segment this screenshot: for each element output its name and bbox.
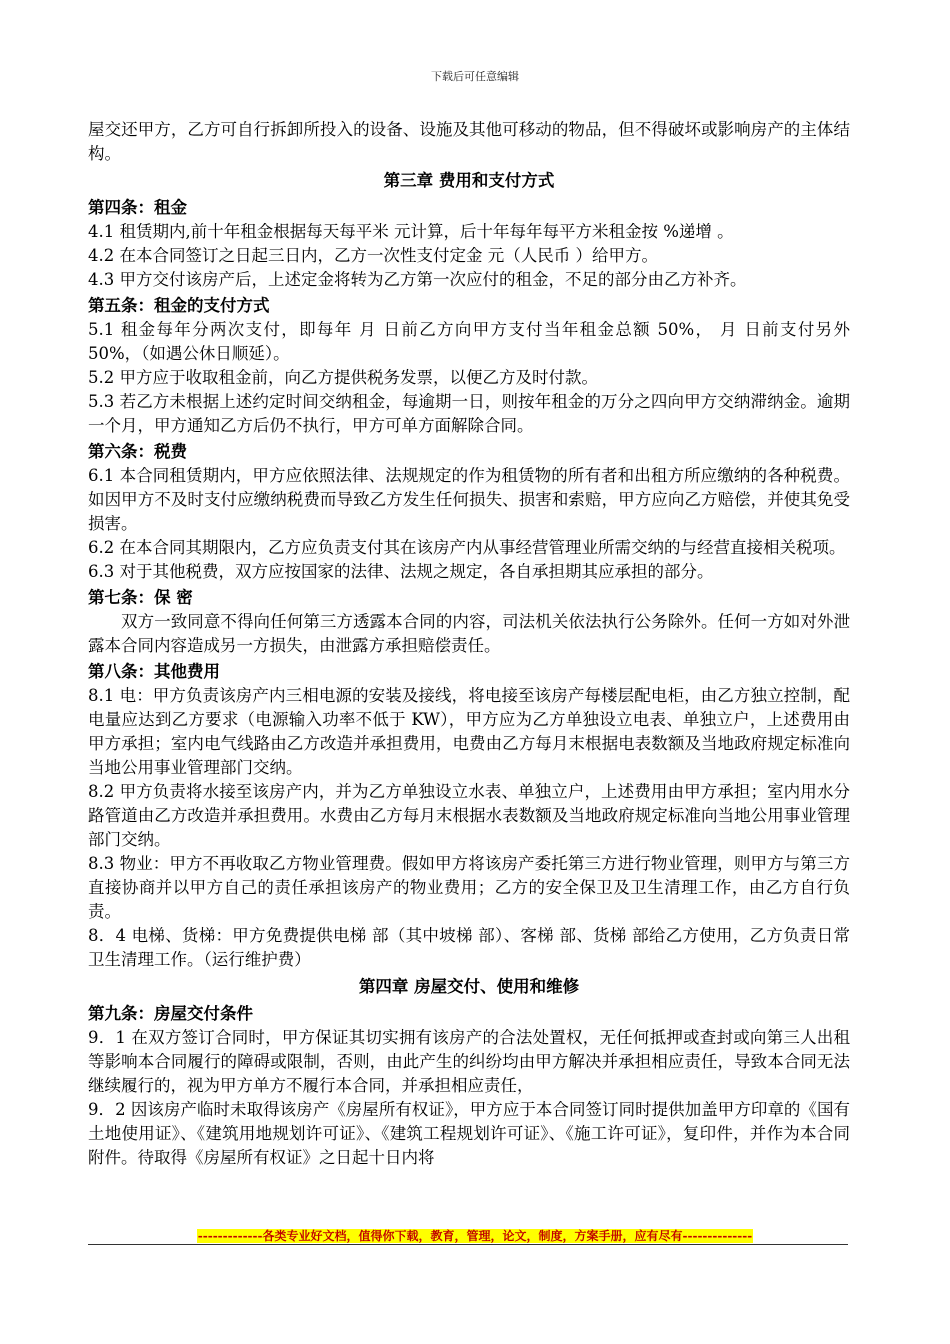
document-body [88, 118, 850, 1170]
chapter-heading: 第三章 费用和支付方式 [383, 171, 555, 190]
paragraph: 8.1 电：甲方负责该房产内三相电源的安装及接线，将电接至该房产每楼层配电柜，由乙方独立控制，配电量应达到乙方要求（电源输入功率不低于 KW），甲方应为乙方单独设立电表、单独立户，上述费用由甲方承担；室内电气线路由乙方改造并承担费用，电费由乙方每月末根据电表数额及当地政府规定标准向当地公用事业管理部门交纳。 [88, 686, 850, 777]
paragraph: 4.1 租赁期内,前十年租金根据每天每平米 元计算，后十年每年每平方米租金按 %递增 。 [88, 222, 734, 241]
paragraph: 6.1 本合同租赁期内，甲方应依照法律、法规规定的作为租赁物的所有者和出租方所应缴纳的各种税费。如因甲方不及时支付应缴纳税费而导致乙方发生任何损失、损害和索赔，甲方应向乙方赔偿，并使其免受损害。 [88, 466, 850, 533]
article-heading: 第六条：税费 [88, 442, 187, 461]
header-note: 下载后可任意编辑 [431, 70, 519, 83]
paragraph: 4.2 在本合同签订之日起三日内，乙方一次性支付定金 元（人民币 ）给甲方。 [88, 246, 658, 265]
footer-promo-note [0, 1227, 950, 1244]
footer-promo-text: -------------各类专业好文档，值得你下载，教育，管理，论文，制度，方案手册，应有尽有-------------- [197, 1229, 753, 1243]
footer-divider [88, 1244, 848, 1245]
paragraph: 5.2 甲方应于收取租金前，向乙方提供税务发票，以便乙方及时付款。 [88, 368, 598, 387]
article-heading: 第八条：其他费用 [88, 662, 220, 681]
paragraph: 5.1 租金每年分两次支付，即每年 月 日前乙方向甲方支付当年租金总额 50%， 月 日前支付另外 50%，（如遇公休日顺延）。 [88, 320, 850, 363]
paragraph: 双方一致同意不得向任何第三方透露本合同的内容，司法机关依法执行公务除外。任何一方如对外泄露本合同内容造成另一方损失，由泄露方承担赔偿责任。 [88, 612, 850, 655]
chapter-heading: 第四章 房屋交付、使用和维修 [358, 977, 580, 996]
paragraph: 5.3 若乙方未根据上述约定时间交纳租金，每逾期一日，则按年租金的万分之四向甲方交纳滞纳金。逾期一个月，甲方通知乙方后仍不执行，甲方可单方面解除合同。 [88, 392, 850, 435]
article-heading: 第九条：房屋交付条件 [88, 1004, 253, 1023]
paragraph: 4.3 甲方交付该房产后，上述定金将转为乙方第一次应付的租金，不足的部分由乙方补齐。 [88, 270, 747, 289]
paragraph: 屋交还甲方，乙方可自行拆卸所投入的设备、设施及其他可移动的物品，但不得破坏或影响房产的主体结构。 [88, 120, 850, 163]
paragraph: 9．1 在双方签订合同时，甲方保证其切实拥有该房产的合法处置权，无任何抵押或查封或向第三人出租等影响本合同履行的障碍或限制，否则，由此产生的纠纷均由甲方解决并承担相应责任，导致本合同无法继续履行的，视为甲方单方不履行本合同，并承担相应责任， [88, 1028, 850, 1095]
paragraph: 8．4 电梯、货梯：甲方免费提供电梯 部（其中坡梯 部）、客梯 部、货梯 部给乙方使用，乙方负责日常卫生清理工作。（运行维护费） [88, 926, 850, 969]
article-heading: 第七条：保 密 [88, 588, 193, 607]
paragraph: 8.2 甲方负责将水接至该房产内，并为乙方单独设立水表、单独立户，上述费用由甲方承担；室内用水分路管道由乙方改造并承担费用。水费由乙方每月末根据水表数额及当地政府规定标准向当地公用事业管理部门交纳。 [88, 782, 850, 849]
paragraph: 8.3 物业：甲方不再收取乙方物业管理费。假如甲方将该房产委托第三方进行物业管理，则甲方与第三方直接协商并以甲方自己的责任承担该房产的物业费用；乙方的安全保卫及卫生清理工作，由乙方自行负责。 [88, 854, 850, 921]
article-heading: 第四条：租金 [88, 198, 187, 217]
article-heading: 第五条：租金的支付方式 [88, 296, 270, 315]
paragraph: 6.2 在本合同其期限内，乙方应负责支付其在该房产内从事经营管理业所需交纳的与经营直接相关税项。 [88, 538, 846, 557]
paragraph: 9．2 因该房产临时未取得该房产《房屋所有权证》，甲方应于本合同签订同时提供加盖甲方印章的《国有土地使用证》、《建筑用地规划许可证》、《建筑工程规划许可证》、《施工许可证》，复印件，并作为本合同附件。待取得《房屋所有权证》之日起十日内将 [88, 1100, 850, 1167]
paragraph: 6.3 对于其他税费，双方应按国家的法律、法规之规定，各自承担期其应承担的部分。 [88, 562, 714, 581]
